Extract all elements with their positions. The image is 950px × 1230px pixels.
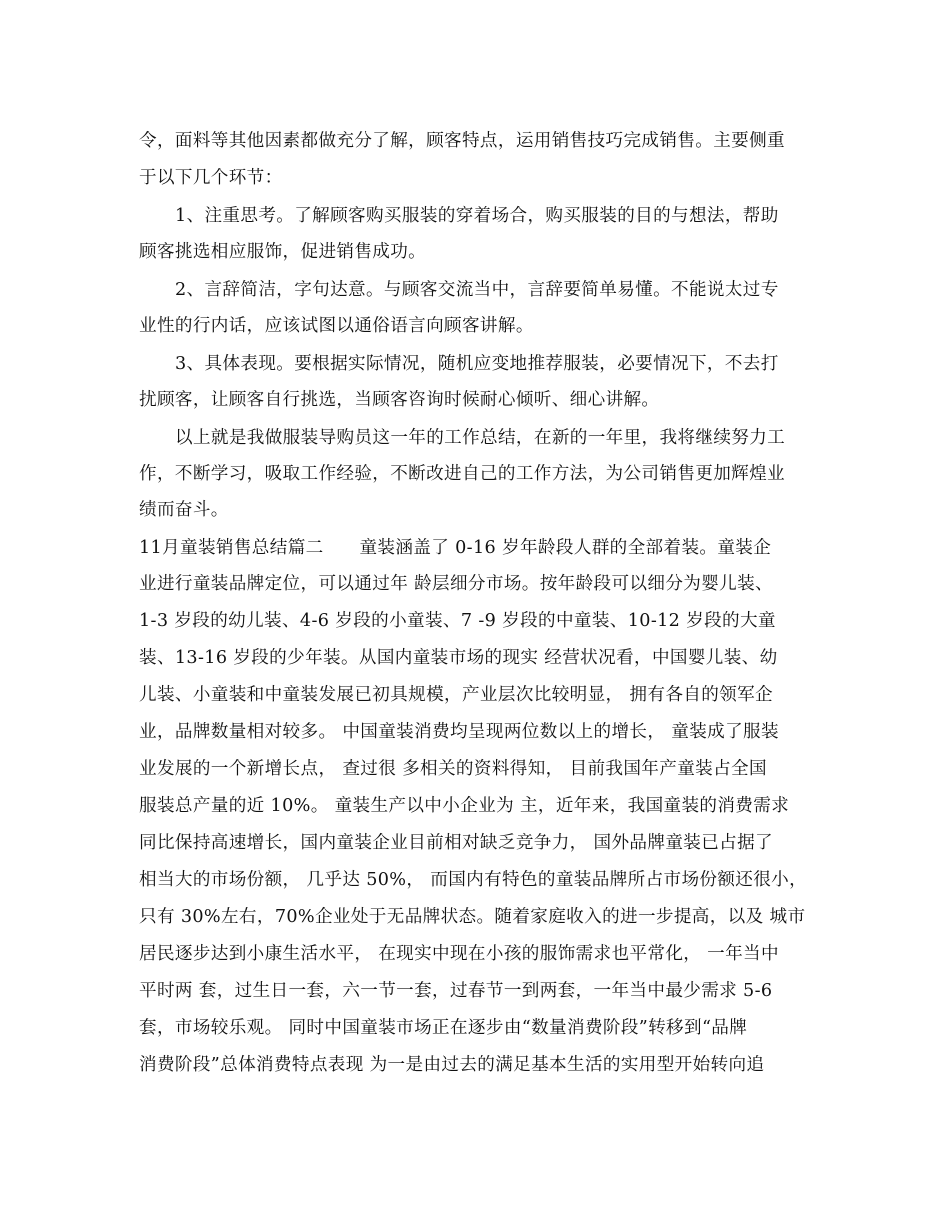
- text-line: 装、13-16 岁段的少年装。从国内童装市场的现实 经营状况看，中国婴儿装、幼: [139, 648, 778, 668]
- text-line: 业性的行内话，应该试图以通俗语言向顾客讲解。: [139, 316, 534, 336]
- text-line: 作，不断学习，吸取工作经验，不断改进自己的工作方法，为公司销售更加辉煌业: [139, 464, 785, 484]
- text-line: 消费阶段”总体消费特点表现 为一是由过去的满足基本生活的实用型开始转向追: [139, 1055, 765, 1075]
- paragraph-line: 2、言辞简洁，字句达意。与顾客交流当中，言辞要简单易懂。不能说太过专: [175, 280, 779, 300]
- text-line: 令，面料等其他因素都做充分了解，顾客特点，运用销售技巧完成销售。主要侧重: [139, 131, 785, 151]
- paragraph-line: 以上就是我做服装导购员这一年的工作总结，在新的一年里，我将继续努力工: [175, 428, 786, 448]
- text-line: 儿装、小童装和中童装发展已初具规模，产业层次比较明显， 拥有各自的领军企: [139, 685, 773, 705]
- text-line: 扰顾客，让顾客自行挑选，当顾客咨询时候耐心倾听、细心讲解。: [139, 390, 660, 410]
- text-line: 同比保持高速增长，国内童装企业目前相对缺乏竞争力， 国外品牌童装已占据了: [139, 833, 773, 853]
- section-heading-line: 11月童装销售总结篇二 童装涵盖了 0-16 岁年龄段人群的全部着装。童装企: [139, 538, 772, 558]
- text-line: 平时两 套，过生日一套，六一节一套，过春节一到两套，一年当中最少需求 5-6: [139, 981, 773, 1001]
- text-line: 服装总产量的近 10%。 童装生产以中小企业为 主，近年来，我国童装的消费需求: [139, 796, 790, 816]
- text-line: 只有 30%左右，70%企业处于无品牌状态。随着家庭收入的进一步提高，以及 城市: [139, 907, 806, 927]
- text-line: 绩而奋斗。: [139, 500, 229, 520]
- text-line: 1-3 岁段的幼儿装、4-6 岁段的小童装、7 -9 岁段的中童装、10-12 岁段的大童: [139, 611, 776, 631]
- paragraph-line: 3、具体表现。要根据实际情况，随机应变地推荐服装，必要情况下，不去打: [175, 354, 779, 374]
- text-line: 业进行童装品牌定位，可以通过年 龄层细分市场。按年龄段可以细分为婴儿装、: [139, 574, 773, 594]
- text-line: 居民逐步达到小康生活水平， 在现实中现在小孩的服饰需求也平常化， 一年当中: [139, 944, 779, 964]
- paragraph-line: 1、注重思考。了解顾客购买服装的穿着场合，购买服装的目的与想法，帮助: [175, 206, 779, 226]
- text-line: 业发展的一个新增长点， 查过很 多相关的资料得知， 目前我国年产童装占全国: [139, 759, 767, 779]
- text-line: 相当大的市场份额， 几乎达 50%， 而国内有特色的童装品牌所占市场份额还很小，: [139, 870, 808, 890]
- text-line: 顾客挑选相应服饰，促进销售成功。: [139, 242, 427, 262]
- text-line: 套，市场较乐观。 同时中国童装市场正在逐步由“数量消费阶段”转移到“品牌: [139, 1018, 748, 1038]
- text-line: 业，品牌数量相对较多。 中国童装消费均呈现两位数以上的增长， 童装成了服装: [139, 722, 779, 742]
- text-line: 于以下几个环节：: [139, 168, 283, 188]
